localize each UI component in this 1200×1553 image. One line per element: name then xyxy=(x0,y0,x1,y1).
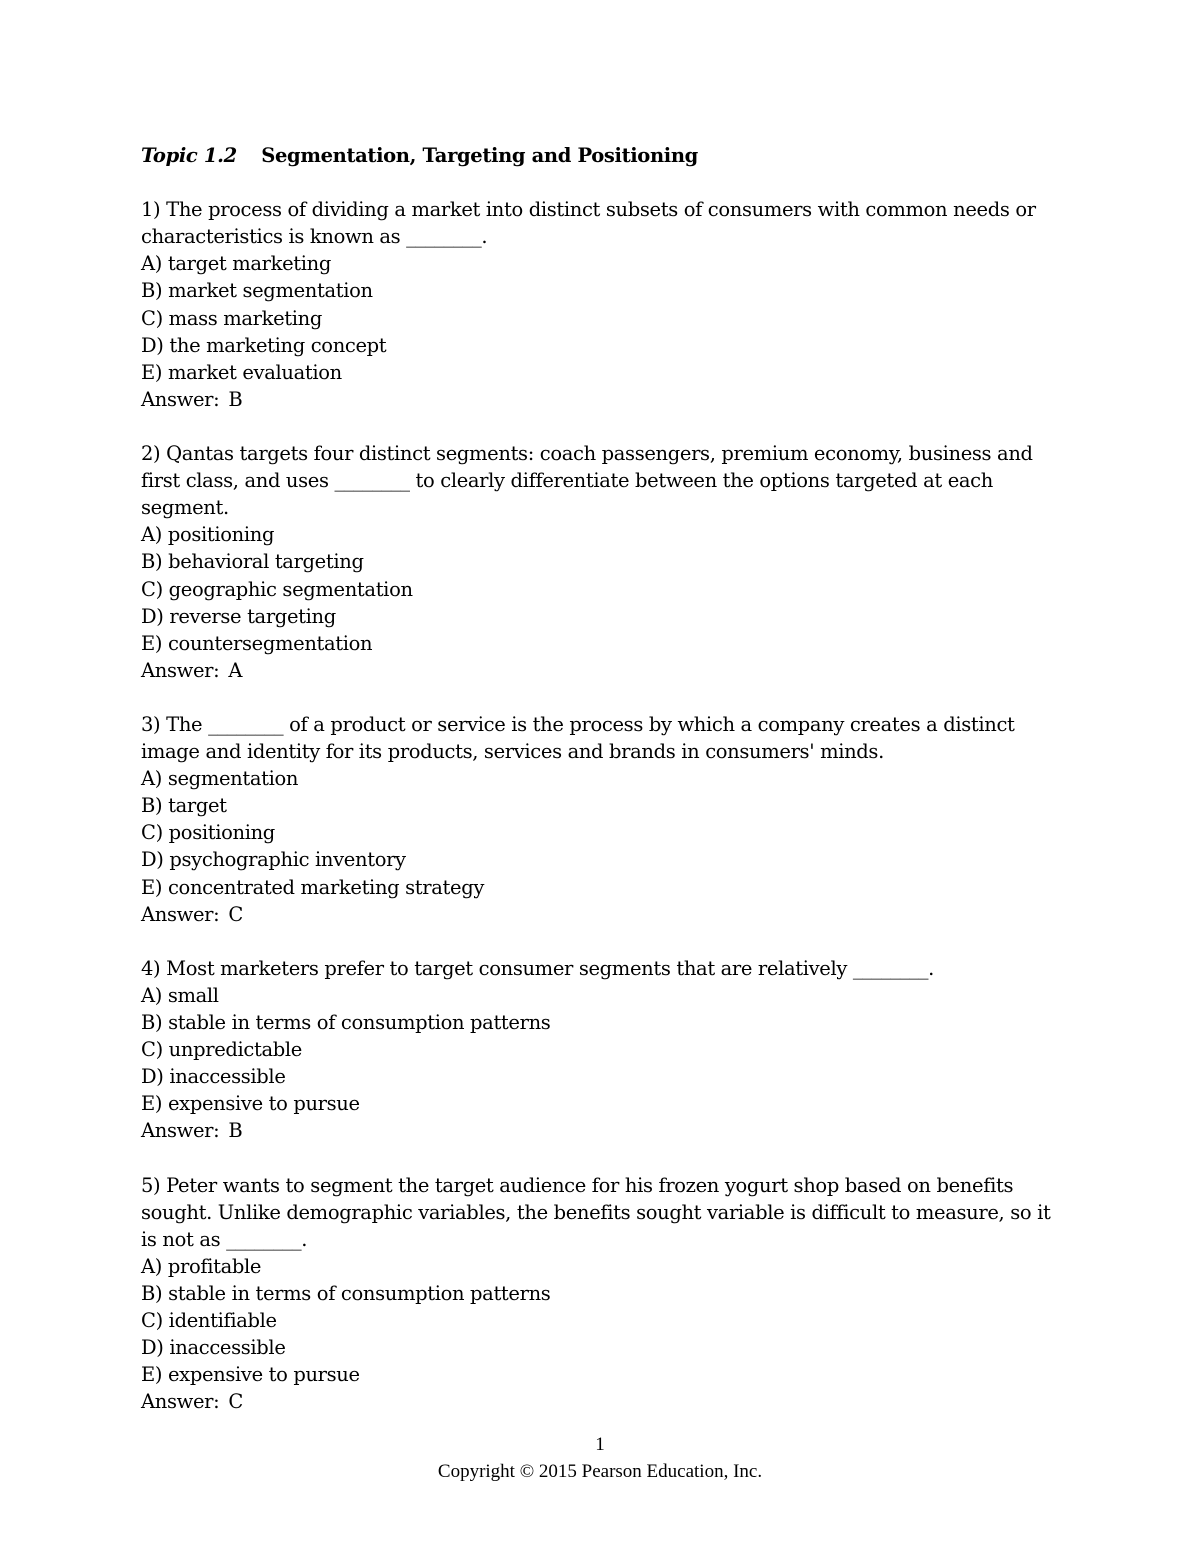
answer-option: D) inaccessible xyxy=(141,1065,286,1089)
question-stem: 1) The process of dividing a market into distinct subsets of consumers with common needs or characteristics is known as ________. xyxy=(141,198,1036,249)
answer-value: B xyxy=(228,387,243,411)
answer-option: B) stable in terms of consumption patterns xyxy=(141,1281,551,1305)
question-stem: 4) Most marketers prefer to target consumer segments that are relatively ________. xyxy=(141,956,934,980)
answer-option: A) profitable xyxy=(141,1254,262,1278)
answer-option: E) expensive to pursue xyxy=(141,1092,360,1116)
copyright-notice: Copyright © 2015 Pearson Education, Inc. xyxy=(437,1461,763,1482)
answer-option: C) identifiable xyxy=(141,1309,277,1333)
answer-line xyxy=(141,657,1071,684)
answer-label: Answer: xyxy=(141,387,220,411)
answer-option: D) reverse targeting xyxy=(141,604,336,628)
question-stem: 2) Qantas targets four distinct segments: coach passengers, premium economy, business and first class, and uses ________ to clearly differentiate between the options targeted at each segment. xyxy=(141,442,1033,520)
answer-value: B xyxy=(228,1119,243,1143)
answer-option: A) segmentation xyxy=(141,767,299,791)
answer-line xyxy=(141,901,1071,928)
section-title: Segmentation, Targeting and Positioning xyxy=(261,144,698,167)
section-heading xyxy=(141,142,1071,169)
answer-line xyxy=(141,1117,1071,1144)
answer-label: Answer: xyxy=(141,902,220,926)
answer-label: Answer: xyxy=(141,658,220,682)
answer-value: C xyxy=(228,902,243,926)
question-stem: 5) Peter wants to segment the target audience for his frozen yogurt shop based on benefits sought. Unlike demographic variables, the benefits sought variable is difficult to measure, so it is not as ________. xyxy=(141,1173,1051,1251)
question-1 xyxy=(141,196,1071,413)
answer-option: D) psychographic inventory xyxy=(141,848,406,872)
answer-value: C xyxy=(228,1390,243,1414)
question-5 xyxy=(141,1172,1071,1416)
answer-option: E) expensive to pursue xyxy=(141,1363,360,1387)
topic-label: Topic xyxy=(141,144,198,167)
answer-option: E) countersegmentation xyxy=(141,631,373,655)
answer-option: C) geographic segmentation xyxy=(141,577,413,601)
answer-option: A) positioning xyxy=(141,523,275,547)
question-2 xyxy=(141,440,1071,684)
answer-label: Answer: xyxy=(141,1119,220,1143)
answer-line xyxy=(141,1388,1071,1415)
page-number: 1 xyxy=(595,1434,605,1455)
answer-option: E) concentrated marketing strategy xyxy=(141,875,484,899)
question-stem: 3) The ________ of a product or service is the process by which a company creates a distinct image and identity for its products, services and brands in consumers' minds. xyxy=(141,712,1015,764)
answer-line xyxy=(141,386,1071,413)
answer-option: D) inaccessible xyxy=(141,1336,286,1360)
answer-option: A) target marketing xyxy=(141,252,331,276)
answer-option: D) the marketing concept xyxy=(141,333,387,357)
answer-option: E) market evaluation xyxy=(141,360,342,384)
answer-option: B) market segmentation xyxy=(141,279,373,303)
answer-label: Answer: xyxy=(141,1390,220,1414)
answer-option: A) small xyxy=(141,983,219,1007)
answer-option: B) behavioral targeting xyxy=(141,550,364,574)
answer-option: B) stable in terms of consumption patterns xyxy=(141,1011,551,1034)
question-3 xyxy=(141,711,1071,928)
page-content xyxy=(141,142,1071,1443)
answer-option: B) target xyxy=(141,794,227,818)
question-4 xyxy=(141,955,1071,1145)
answer-option: C) positioning xyxy=(141,821,275,845)
answer-option: C) mass marketing xyxy=(141,306,323,330)
topic-number: 1.2 xyxy=(203,144,237,167)
answer-option: C) unpredictable xyxy=(141,1038,302,1062)
answer-value: A xyxy=(228,658,243,682)
